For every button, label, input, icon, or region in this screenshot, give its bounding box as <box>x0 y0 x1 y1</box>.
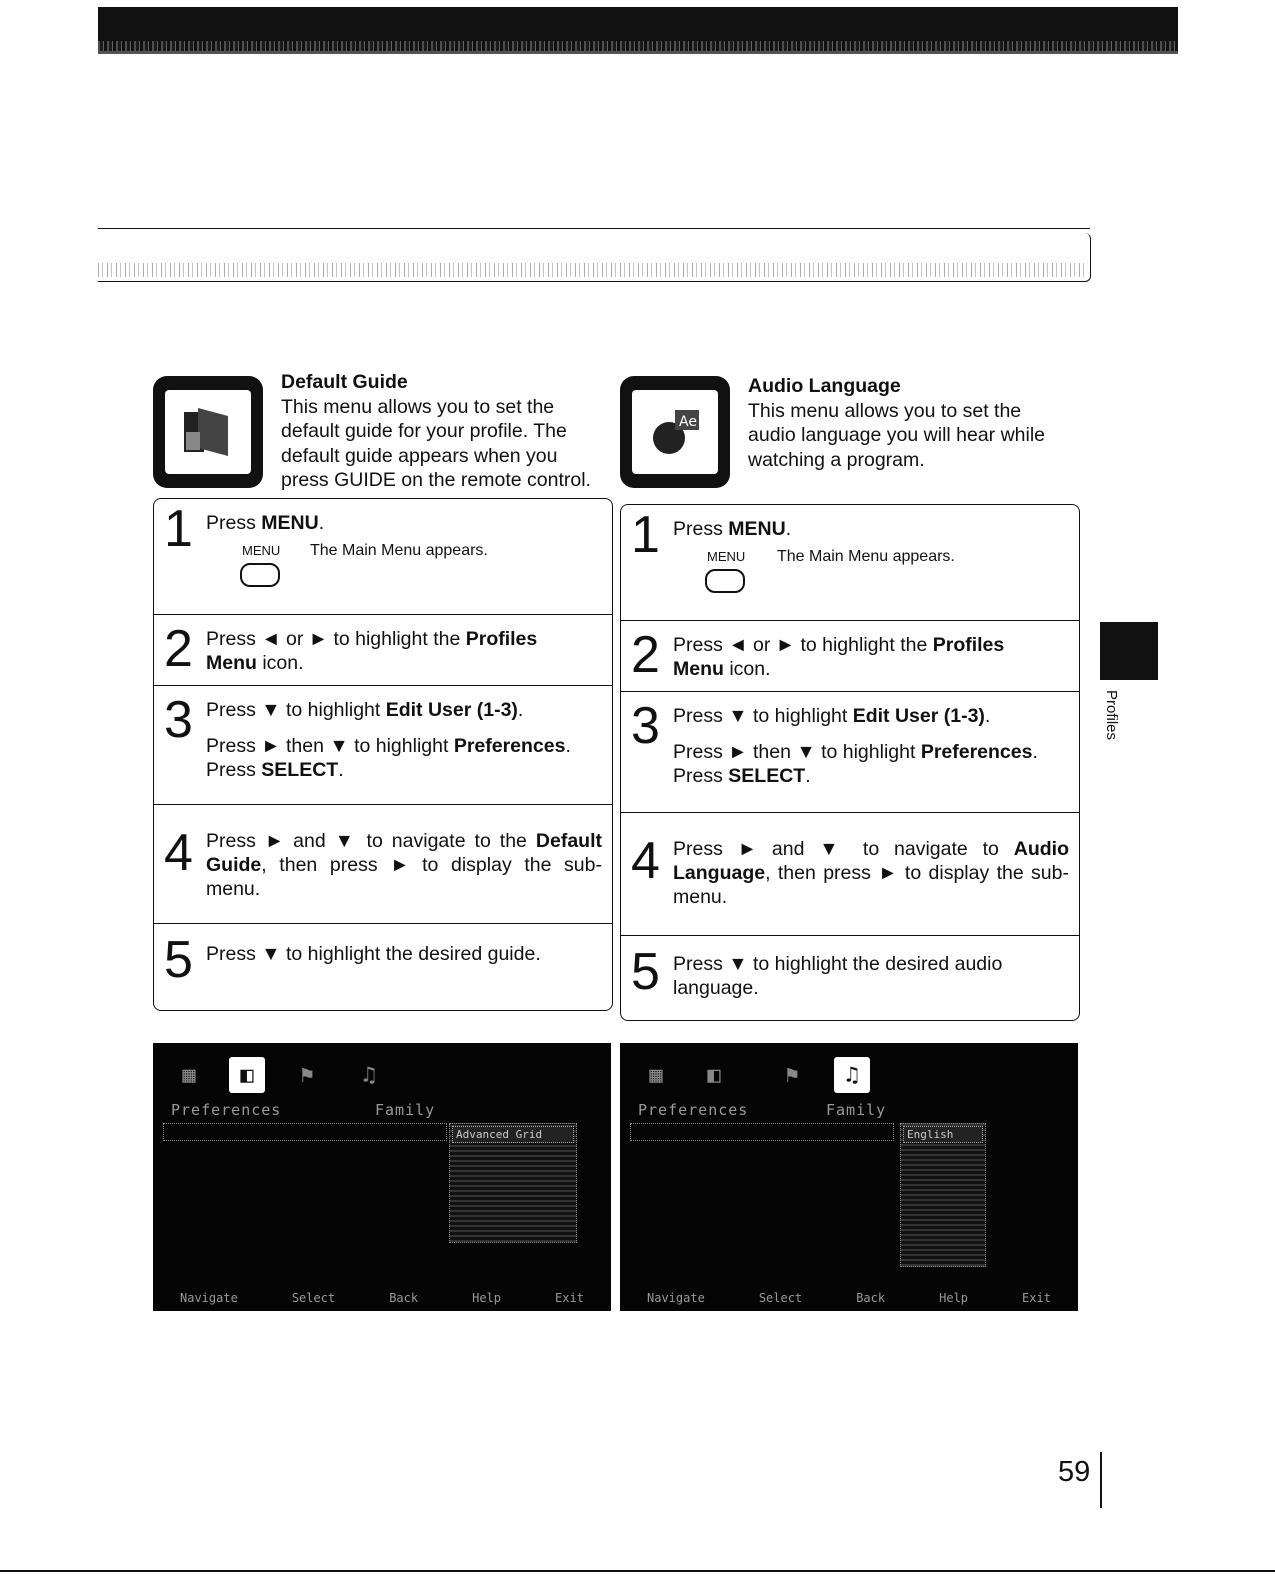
default-guide-screenshot <box>153 1043 611 1311</box>
setup-icon: ▦ <box>182 1062 196 1088</box>
step-2 <box>621 621 1079 692</box>
antenna-icon: ⚑ <box>785 1062 799 1088</box>
step-number: 4 <box>164 824 193 882</box>
intro-line: watching a program. <box>748 448 925 471</box>
step-4 <box>154 805 612 924</box>
menu-note: The Main Menu appears. <box>310 542 488 559</box>
screen-field <box>630 1123 894 1141</box>
menu-label: MENU <box>242 543 281 558</box>
header-banner <box>98 7 1178 54</box>
step-1 <box>154 499 612 615</box>
audio-language-screenshot <box>620 1043 1078 1311</box>
footer-item: Back <box>389 1291 419 1305</box>
menu-button-icon <box>705 569 745 593</box>
footer-item: Help <box>472 1291 502 1305</box>
intro-line: default guide for your profile. The <box>281 420 567 442</box>
page-number: 59 <box>1058 1456 1091 1488</box>
menu-label: MENU <box>707 549 746 564</box>
intro-heading: Audio Language <box>748 375 901 397</box>
screen-field <box>163 1123 447 1141</box>
screen-submenu <box>900 1123 986 1267</box>
screen-footer <box>620 1291 1078 1305</box>
step-3 <box>154 686 612 805</box>
antenna-icon: ⚑ <box>300 1062 314 1088</box>
step-number: 3 <box>164 691 193 749</box>
step-text: Press ▼ to highlight the desired audio language. <box>673 953 1003 999</box>
step-text: Press ◄ or ► to highlight the Profiles Menu icon. <box>206 628 538 674</box>
step-4 <box>621 813 1079 936</box>
footer-item: Select <box>758 1291 803 1305</box>
intro-heading: Default Guide <box>281 371 408 393</box>
step-text: Press ▼ to highlight Edit User (1-3). Press ► then ▼ to highlight Preferences. Press SELECT. <box>206 699 571 781</box>
step-number: 2 <box>164 620 193 678</box>
footer-item: Navigate <box>180 1291 238 1305</box>
step-1 <box>621 505 1079 621</box>
step-text: Press ► and ▼ to navigate to the Default Guide, then press ► to display the sub-menu. <box>206 830 602 900</box>
bottom-rule <box>0 1570 1275 1572</box>
step-number: 5 <box>164 931 193 989</box>
intro-line: This menu allows you to set the <box>281 395 555 418</box>
title-rule <box>98 228 1090 229</box>
step-number: 1 <box>631 506 660 564</box>
default-guide-icon <box>153 376 263 488</box>
menu-note: The Main Menu appears. <box>777 548 955 565</box>
section-side-label: Profiles <box>1103 690 1120 741</box>
screen-label: Family <box>375 1101 436 1119</box>
menu-button-icon <box>240 563 280 587</box>
step-number: 5 <box>631 943 660 1001</box>
intro-line: audio language you will hear while <box>748 424 1046 446</box>
page-number-rule <box>1100 1452 1102 1508</box>
step-number: 1 <box>164 500 193 558</box>
audio-icon: ♫ <box>834 1057 870 1093</box>
step-text: Press ▼ to highlight the desired guide. <box>206 943 541 965</box>
audio-language-icon <box>620 376 730 488</box>
submenu-item: English <box>903 1126 983 1143</box>
steps-box <box>153 498 613 1011</box>
intro-line: press GUIDE on the remote control. <box>281 469 591 491</box>
screen-footer <box>153 1291 611 1305</box>
screen-submenu <box>449 1123 577 1243</box>
step-number: 3 <box>631 697 660 755</box>
step-3 <box>621 692 1079 813</box>
profiles-icon: ◧ <box>707 1062 721 1088</box>
intro-line: This menu allows you to set the <box>748 399 1022 422</box>
step-text: Press ► and ▼ to navigate to Audio Language, then press ► to display the sub-menu. <box>673 838 1069 908</box>
footer-item: Exit <box>1022 1291 1051 1305</box>
svg-text:Ae: Ae <box>679 414 697 430</box>
step-text: Press ◄ or ► to highlight the Profiles Menu icon. <box>673 634 1005 680</box>
screen-label: Preferences <box>638 1101 749 1119</box>
audio-icon: ♫ <box>362 1062 376 1088</box>
screen-label: Preferences <box>171 1101 282 1119</box>
step-text: Press MENU. <box>206 512 325 534</box>
default-guide-intro <box>281 370 591 493</box>
footer-item: Help <box>939 1291 969 1305</box>
step-text: Press ▼ to highlight Edit User (1-3). Press ► then ▼ to highlight Preferences. Press SELECT. <box>673 705 1038 787</box>
footer-item: Back <box>856 1291 886 1305</box>
step-number: 4 <box>631 832 660 890</box>
step-text: Press MENU. <box>673 518 792 540</box>
intro-line: default guide appears when you <box>281 444 558 467</box>
footer-item: Select <box>291 1291 336 1305</box>
screen-label: Family <box>826 1101 887 1119</box>
step-2 <box>154 615 612 686</box>
footer-item: Exit <box>555 1291 584 1305</box>
step-number: 2 <box>631 626 660 684</box>
footer-item: Navigate <box>647 1291 705 1305</box>
setup-icon: ▦ <box>649 1062 663 1088</box>
audio-language-intro <box>748 374 1045 472</box>
section-title-box <box>98 233 1091 282</box>
steps-box <box>620 504 1080 1021</box>
step-5 <box>154 924 612 1010</box>
section-tab <box>1100 622 1158 680</box>
step-5 <box>621 936 1079 1020</box>
profiles-icon: ◧ <box>229 1057 265 1093</box>
submenu-item: Advanced Grid <box>452 1126 574 1143</box>
